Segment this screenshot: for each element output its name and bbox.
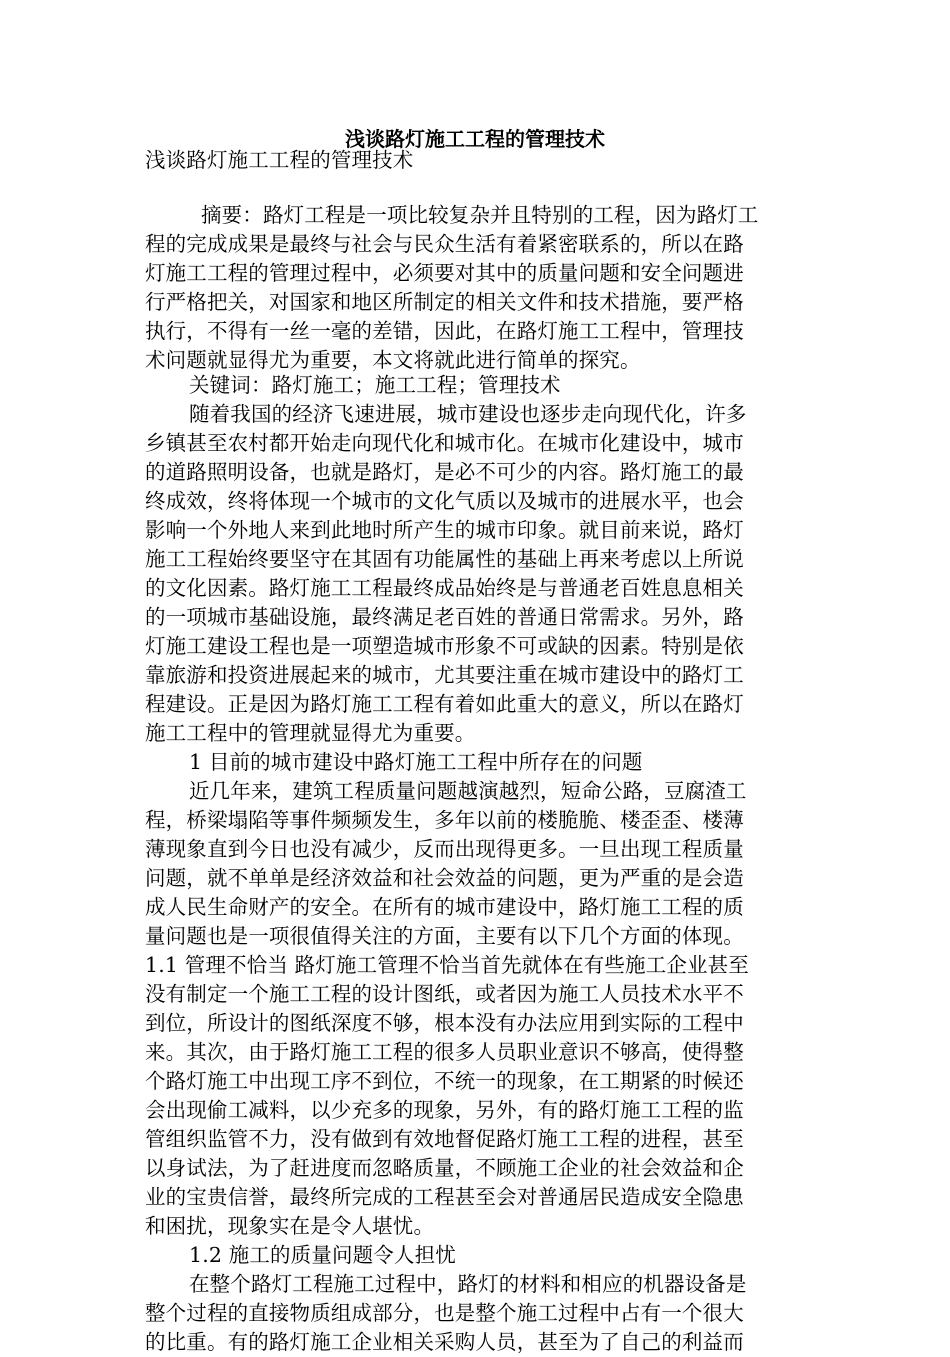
body-line: 来。其次，由于路灯施工工程的很多人员职业意识不够高，使得整 [145,1040,744,1064]
body-line: 个路灯施工中出现工序不到位，不统一的现象，在工期紧的时候还 [145,1069,744,1093]
body-line: 会出现偷工减料，以少充多的现象，另外，有的路灯施工工程的监 [145,1098,744,1122]
body-line: 的一项城市基础设施，最终满足老百姓的普通日常需求。另外，路 [145,605,744,629]
body-line: 业的宝贵信誉，最终所完成的工程甚至会对普通居民造成安全隐患 [145,1185,744,1209]
body-text [145,371,810,1357]
abstract-line: 程的完成成果是最终与社会与民众生活有着紧密联系的，所以在路 [145,232,744,256]
body-line: 管组织监管不力，没有做到有效地督促路灯施工工程的进程，甚至 [145,1127,744,1151]
body-line: 成人民生命财产的安全。在所有的城市建设中，路灯施工工程的质 [145,895,744,919]
body-line: 近几年来，建筑工程质量问题越演越烈，短命公路，豆腐渣工 [189,779,747,803]
body-line: 终成效，终将体现一个城市的文化气质以及城市的进展水平，也会 [145,489,744,513]
body-line: 程，桥梁塌陷等事件频频发生，多年以前的楼脆脆、楼歪歪、楼薄 [145,808,744,832]
document-subtitle: 浅谈路灯施工工程的管理技术 [145,148,414,172]
body-line: 在整个路灯工程施工过程中，路灯的材料和相应的机器设备是 [189,1272,747,1296]
keywords-line: 关键词：路灯施工；施工工程；管理技术 [189,373,561,397]
abstract-paragraph [145,201,810,375]
body-line: 灯施工建设工程也是一项塑造城市形象不可或缺的因素。特别是依 [145,634,744,658]
abstract-line: 摘要：路灯工程是一项比较复杂并且特别的工程，因为路灯工 [201,203,759,227]
body-line: 施工工程中的管理就显得尤为重要。 [145,721,476,745]
body-line: 乡镇甚至农村都开始走向现代化和城市化。在城市化建设中，城市 [145,431,744,455]
body-line: 量问题也是一项很值得关注的方面，主要有以下几个方面的体现。 [145,924,744,948]
body-line: 没有制定一个施工工程的设计图纸，或者因为施工人员技术水平不 [145,982,744,1006]
document-subtitle-block [145,146,810,175]
body-line: 的比重。有的路灯施工企业相关采购人员，甚至为了自己的利益而 [145,1330,744,1354]
body-line: 影响一个外地人来到此地时所产生的城市印象。就目前来说，路灯 [145,518,744,542]
body-line: 施工工程始终要坚守在其固有功能属性的基础上再来考虑以上所说 [145,547,744,571]
body-line: 以身试法，为了赶进度而忽略质量，不顾施工企业的社会效益和企 [145,1156,744,1180]
subsection-line: 1.1 管理不恰当 路灯施工管理不恰当首先就体在有些施工企业甚至 [145,953,749,977]
body-line: 薄现象直到今日也没有减少，反而出现得更多。一旦出现工程质量 [145,837,744,861]
body-line: 的道路照明设备，也就是路灯，是必不可少的内容。路灯施工的最 [145,460,744,484]
body-line: 的文化因素。路灯施工工程最终成品始终是与普通老百姓息息相关 [145,576,744,600]
document-title: 浅谈路灯施工工程的管理技术 [345,127,605,151]
abstract-line: 执行，不得有一丝一毫的差错，因此，在路灯施工工程中，管理技 [145,319,744,343]
subsection-heading: 1.2 施工的质量问题令人担忧 [189,1243,456,1267]
section-heading: 1 目前的城市建设中路灯施工工程中所存在的问题 [189,750,643,774]
body-line: 靠旅游和投资进展起来的城市，尤其要注重在城市建设中的路灯工 [145,663,744,687]
body-line: 程建设。正是因为路灯施工工程有着如此重大的意义，所以在路灯 [145,692,744,716]
body-line: 和困扰，现象实在是令人堪忧。 [145,1214,435,1238]
body-line: 问题，就不单单是经济效益和社会效益的问题，更为严重的是会造 [145,866,744,890]
body-line: 随着我国的经济飞速进展，城市建设也逐步走向现代化，许多 [189,402,747,426]
abstract-line: 灯施工工程的管理过程中，必须要对其中的质量问题和安全问题进 [145,261,744,285]
abstract-line: 行严格把关，对国家和地区所制定的相关文件和技术措施，要严格 [145,290,744,314]
abstract-line: 术问题就显得尤为重要，本文将就此进行简单的探究。 [145,348,641,372]
body-line: 到位，所设计的图纸深度不够，根本没有办法应用到实际的工程中 [145,1011,744,1035]
body-line: 整个过程的直接物质组成部分，也是整个施工过程中占有一个很大 [145,1301,744,1325]
